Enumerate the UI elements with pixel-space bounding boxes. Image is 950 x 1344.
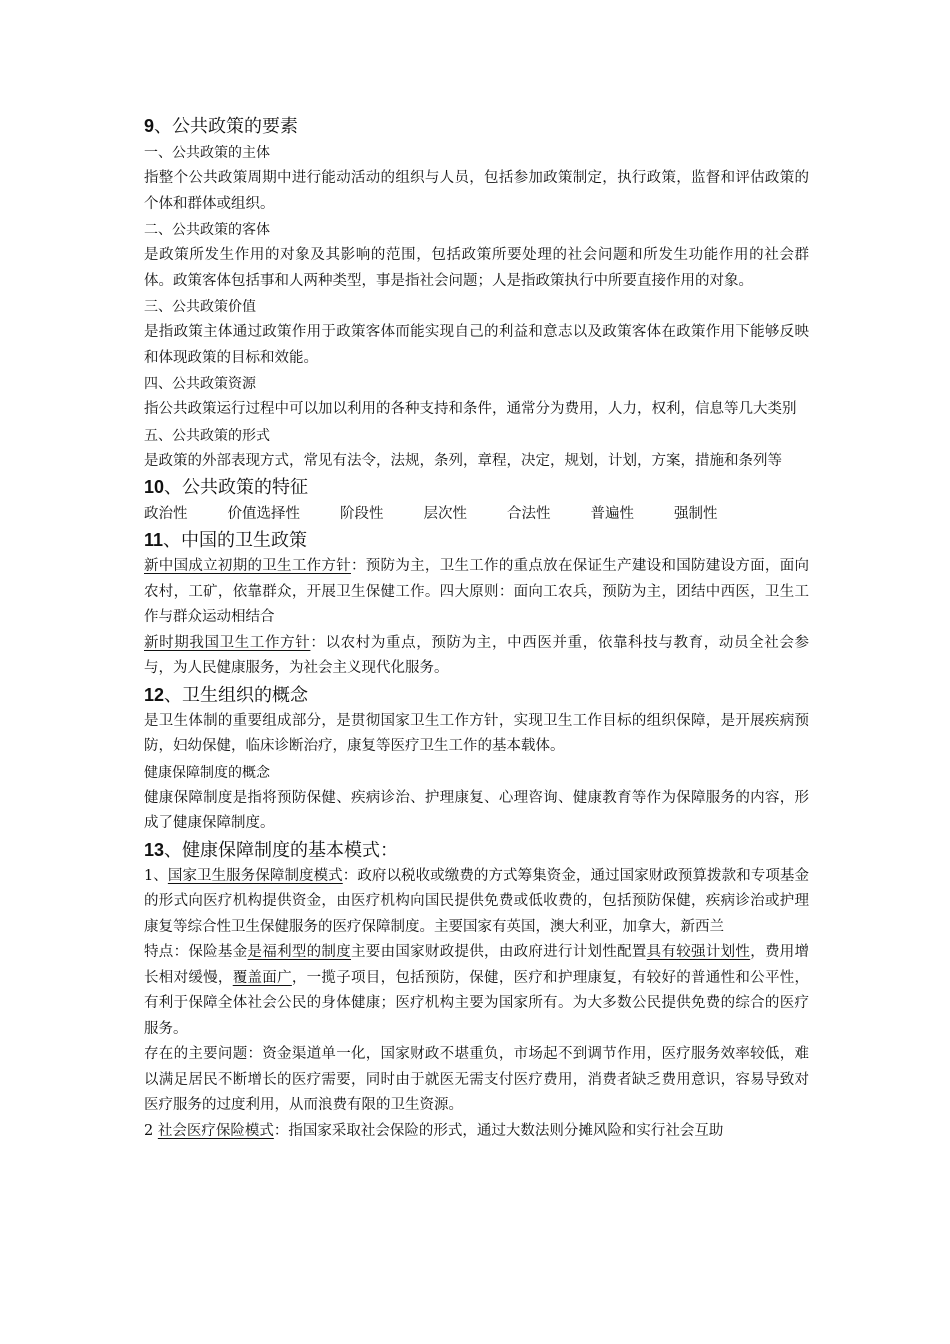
paragraph-policy-object: 是政策所发生作用的对象及其影响的范围，包括政策所要处理的社会问题和所发生功能作用的社会群体。政策客体包括事和人两种类型，事是指社会问题；人是指政策执行中所要直接作用的对象。 xyxy=(144,247,809,289)
feature-item: 层次性 xyxy=(423,506,467,522)
underlined-term: 新时期我国卫生工作方针 xyxy=(144,634,311,651)
underlined-term: 具有较强计划性 xyxy=(646,944,751,960)
underlined-term: 社会医疗保险模式 xyxy=(157,1122,274,1139)
section-10-heading: 10、公共政策的特征 xyxy=(144,477,309,498)
feature-item: 价值选择性 xyxy=(227,506,300,522)
feature-item: 合法性 xyxy=(507,506,551,522)
feature-item: 普遍性 xyxy=(590,506,634,522)
feature-item: 政治性 xyxy=(144,506,188,522)
document-body xyxy=(144,113,809,1144)
subheading-health-security-system: 健康保障制度的概念 xyxy=(144,764,270,781)
section-13-heading: 13、健康保障制度的基本模式： xyxy=(144,839,399,861)
policy-features-list xyxy=(144,501,809,527)
underlined-term: 新中国成立初期的卫生工作方针 xyxy=(144,558,351,574)
feature-item: 阶段性 xyxy=(340,506,384,522)
paragraph-policy-subject: 指整个公共政策周期中进行能动活动的组织与人员，包括参加政策制定，执行政策，监督和评估政策的个体和群体或组织。 xyxy=(144,170,809,212)
paragraph-health-organization: 是卫生体制的重要组成部分，是贯彻国家卫生工作方针，实现卫生工作目标的组织保障，是开展疾病预防，妇幼保健，临床诊断治疗，康复等医疗卫生工作的基本载体。 xyxy=(144,712,809,754)
paragraph-policy-resources: 指公共政策运行过程中可以加以利用的各种支持和条件，通常分为费用，人力，权利，信息等几大类别 xyxy=(144,401,797,417)
underlined-term: 国家卫生服务保障制度模式 xyxy=(167,867,343,884)
section-9-heading: 9、公共政策的要素 xyxy=(144,116,299,137)
feature-item: 强制性 xyxy=(674,506,718,522)
paragraph-social-insurance-model: 2 社会医疗保险模式：指国家采取社会保险的形式，通过大数法则分摊风险和实行社会互助 xyxy=(144,1122,724,1139)
paragraph-new-era-health-policy: 新时期我国卫生工作方针：以农村为重点，预防为主，中西医并重，依靠科技与教育，动员全社会参与，为人民健康服务，为社会主义现代化服务。 xyxy=(144,634,809,676)
subheading-policy-value: 三、公共政策价值 xyxy=(144,299,256,315)
paragraph-early-health-policy: 新中国成立初期的卫生工作方针：预防为主，卫生工作的重点放在保证生产建设和国防建设方面，面向农村，工矿，依靠群众，开展卫生保健工作。四大原则：面向工农兵，预防为主，团结中西医，卫生工作与群众运动相结合 xyxy=(144,558,810,625)
subheading-policy-subject: 一、公共政策的主体 xyxy=(144,145,270,161)
paragraph-health-security-system: 健康保障制度是指将预防保健、疾病诊治、护理康复、心理咨询、健康教育等作为保障服务的内容，形成了健康保障制度。 xyxy=(144,789,809,831)
paragraph-national-health-model: 1、国家卫生服务保障制度模式：政府以税收或缴费的方式筹集资金，通过国家财政预算拨款和专项基金的形式向医疗机构提供资金，由医疗机构向国民提供免费或低收费的，包括预防保健，疾病诊治或护理康复等综合性卫生保健服务的医疗保障制度。主要国家有英国，澳大利亚，加拿大，新西兰 xyxy=(144,867,809,935)
section-11-heading: 11、中国的卫生政策 xyxy=(144,530,308,551)
subheading-policy-forms: 五、公共政策的形式 xyxy=(144,427,270,444)
paragraph-policy-forms: 是政策的外部表现方式，常见有法令，法规，条列，章程，决定，规划，计划，方案，措施和条列等 xyxy=(144,452,782,469)
subheading-policy-resources: 四、公共政策资源 xyxy=(144,376,256,392)
subheading-policy-object: 二、公共政策的客体 xyxy=(144,222,270,238)
paragraph-policy-value: 是指政策主体通过政策作用于政策客体而能实现自己的利益和意志以及政策客体在政策作用下能够反映和体现政策的目标和效能。 xyxy=(144,324,809,366)
paragraph-model-features: 特点：保险基金是福利型的制度主要由国家财政提供，由政府进行计划性配置具有较强计划性，费用增长相对缓慢，覆盖面广，一揽子项目，包括预防，保健，医疗和护理康复，有较好的普通性和公平性，有利于保障全体社会公民的身体健康；医疗机构主要为国家所有。为大多数公民提供免费的综合的医疗服务。 xyxy=(144,944,810,1037)
paragraph-model-problems: 存在的主要问题：资金渠道单一化，国家财政不堪重负，市场起不到调节作用，医疗服务效率较低，难以满足居民不断增长的医疗需要，同时由于就医无需支付医疗费用，消费者缺乏费用意识，容易导致对医疗服务的过度利用，从而浪费有限的卫生资源。 xyxy=(144,1046,809,1113)
section-12-heading: 12、卫生组织的概念 xyxy=(144,684,309,706)
underlined-term: 覆盖面广 xyxy=(232,969,292,986)
underlined-term: 是福利型的制度 xyxy=(247,944,351,960)
